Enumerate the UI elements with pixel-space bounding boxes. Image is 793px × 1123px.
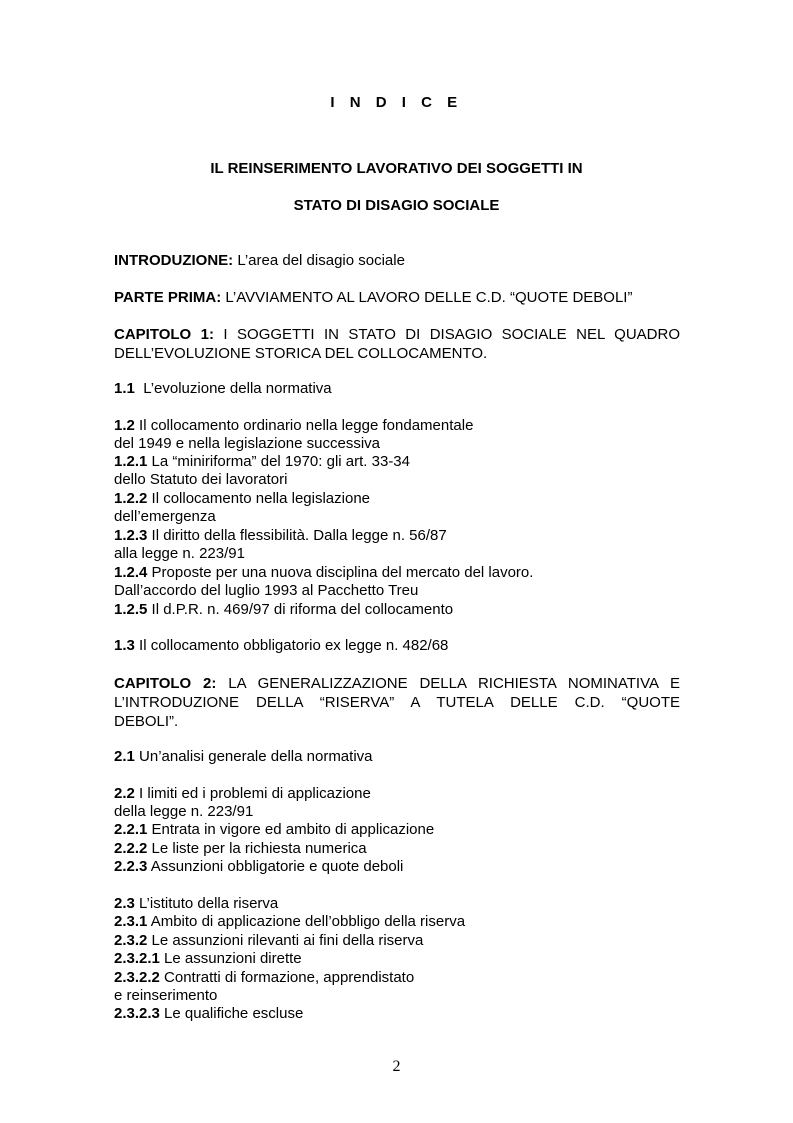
toc-text: Le liste per la richiesta numerica bbox=[147, 840, 367, 857]
toc-text: Assunzioni obbligatorie e quote deboli bbox=[147, 858, 404, 875]
toc-text: I limiti ed i problemi di applicazione bbox=[134, 785, 371, 802]
toc-number: 2.3.2.2 bbox=[114, 969, 160, 986]
toc-text: L’istituto della riserva bbox=[134, 895, 279, 912]
toc-entry bbox=[114, 380, 332, 398]
toc-entry bbox=[114, 1005, 303, 1023]
toc-text: L’AVVIAMENTO AL LAVORO DELLE C.D. “QUOTE DEBOLI” bbox=[221, 289, 633, 306]
toc-chapter-1 bbox=[114, 325, 680, 363]
toc-number: 2.3.2 bbox=[114, 932, 148, 949]
toc-entry bbox=[114, 821, 434, 839]
toc-chapter-2 bbox=[114, 674, 680, 731]
toc-number: 1.2.1 bbox=[114, 453, 148, 470]
toc-label: INTRODUZIONE: bbox=[114, 252, 234, 269]
toc-text: Il d.P.R. n. 469/97 di riforma del collocamento bbox=[147, 601, 454, 618]
toc-introduction bbox=[114, 252, 405, 270]
toc-entry-continuation: della legge n. 223/91 bbox=[114, 803, 254, 820]
toc-number: 2.3.1 bbox=[114, 913, 148, 930]
toc-number: 1.2.2 bbox=[114, 490, 148, 507]
toc-number: 1.2.5 bbox=[114, 601, 148, 618]
document-title-line-2: STATO DI DISAGIO SOCIALE bbox=[293, 197, 500, 214]
toc-number: 1.2.3 bbox=[114, 527, 148, 544]
toc-entry bbox=[114, 637, 448, 655]
toc-entry bbox=[114, 858, 403, 876]
toc-label: CAPITOLO 1: bbox=[114, 326, 214, 343]
toc-number: 2.3 bbox=[114, 895, 135, 912]
toc-number: 2.3.2.1 bbox=[114, 950, 160, 967]
toc-number: 2.3.2.3 bbox=[114, 1005, 160, 1022]
toc-entry-continuation: alla legge n. 223/91 bbox=[114, 545, 245, 562]
toc-number: 2.2 bbox=[114, 785, 135, 802]
toc-entry bbox=[114, 564, 533, 582]
toc-text: Entrata in vigore ed ambito di applicazione bbox=[147, 821, 435, 838]
toc-text: Le qualifiche escluse bbox=[159, 1005, 304, 1022]
toc-entry-continuation: dell’emergenza bbox=[114, 508, 216, 525]
toc-entry bbox=[114, 950, 302, 968]
toc-text: Le assunzioni dirette bbox=[159, 950, 302, 967]
page-number: 2 bbox=[392, 1058, 401, 1075]
toc-text: Le assunzioni rilevanti ai fini della riserva bbox=[147, 932, 424, 949]
toc-entry-continuation: dello Statuto dei lavoratori bbox=[114, 471, 288, 488]
toc-text: L’evoluzione della normativa bbox=[134, 380, 332, 397]
toc-entry bbox=[114, 932, 423, 950]
toc-text: DELL’EVOLUZIONE STORICA DEL COLLOCAMENTO. bbox=[114, 345, 488, 362]
toc-number: 1.3 bbox=[114, 637, 135, 654]
toc-text: L’area del disagio sociale bbox=[233, 252, 405, 269]
toc-entry bbox=[114, 527, 447, 545]
toc-number: 2.2.1 bbox=[114, 821, 148, 838]
toc-entry bbox=[114, 969, 414, 987]
toc-number: 1.2 bbox=[114, 417, 135, 434]
toc-entry bbox=[114, 785, 371, 803]
toc-part-one bbox=[114, 289, 632, 307]
toc-entry bbox=[114, 913, 465, 931]
toc-entry-continuation: del 1949 e nella legislazione successiva bbox=[114, 435, 381, 452]
toc-number: 2.2.2 bbox=[114, 840, 148, 857]
toc-label: PARTE PRIMA: bbox=[114, 289, 222, 306]
toc-entry-continuation: Dall’accordo del luglio 1993 al Pacchetto Treu bbox=[114, 582, 419, 599]
toc-entry bbox=[114, 840, 367, 858]
toc-text: DEBOLI”. bbox=[114, 713, 179, 730]
toc-text: L’INTRODUZIONE DELLA “RISERVA” A TUTELA DELLE C.D. “QUOTE bbox=[114, 694, 680, 711]
toc-entry bbox=[114, 895, 278, 913]
toc-text: I SOGGETTI IN STATO DI DISAGIO SOCIALE NEL QUADRO bbox=[214, 326, 681, 343]
toc-text: Il collocamento ordinario nella legge fondamentale bbox=[134, 417, 474, 434]
index-title: I N D I C E bbox=[330, 94, 463, 111]
toc-entry-continuation: e reinserimento bbox=[114, 987, 218, 1004]
toc-text: La “miniriforma” del 1970: gli art. 33-34 bbox=[147, 453, 410, 470]
toc-entry bbox=[114, 490, 370, 508]
toc-entry bbox=[114, 601, 453, 619]
toc-text: Ambito di applicazione dell’obbligo della riserva bbox=[147, 913, 466, 930]
toc-label: CAPITOLO 2: bbox=[114, 675, 217, 692]
toc-number: 1.1 bbox=[114, 380, 135, 397]
toc-entry bbox=[114, 417, 473, 435]
toc-number: 2.2.3 bbox=[114, 858, 148, 875]
toc-entry bbox=[114, 453, 410, 471]
toc-text: Il diritto della flessibilità. Dalla legge n. 56/87 bbox=[147, 527, 447, 544]
document-title-line-1: IL REINSERIMENTO LAVORATIVO DEI SOGGETTI IN bbox=[210, 160, 583, 177]
toc-text: LA GENERALIZZAZIONE DELLA RICHIESTA NOMINATIVA E bbox=[216, 675, 681, 692]
toc-text: Contratti di formazione, apprendistato bbox=[159, 969, 415, 986]
toc-number: 2.1 bbox=[114, 748, 135, 765]
toc-text: Il collocamento nella legislazione bbox=[147, 490, 371, 507]
toc-text: Il collocamento obbligatorio ex legge n. 482/68 bbox=[134, 637, 449, 654]
toc-text: Proposte per una nuova disciplina del mercato del lavoro. bbox=[147, 564, 534, 581]
toc-number: 1.2.4 bbox=[114, 564, 148, 581]
toc-text: Un’analisi generale della normativa bbox=[134, 748, 373, 765]
toc-entry bbox=[114, 748, 373, 766]
